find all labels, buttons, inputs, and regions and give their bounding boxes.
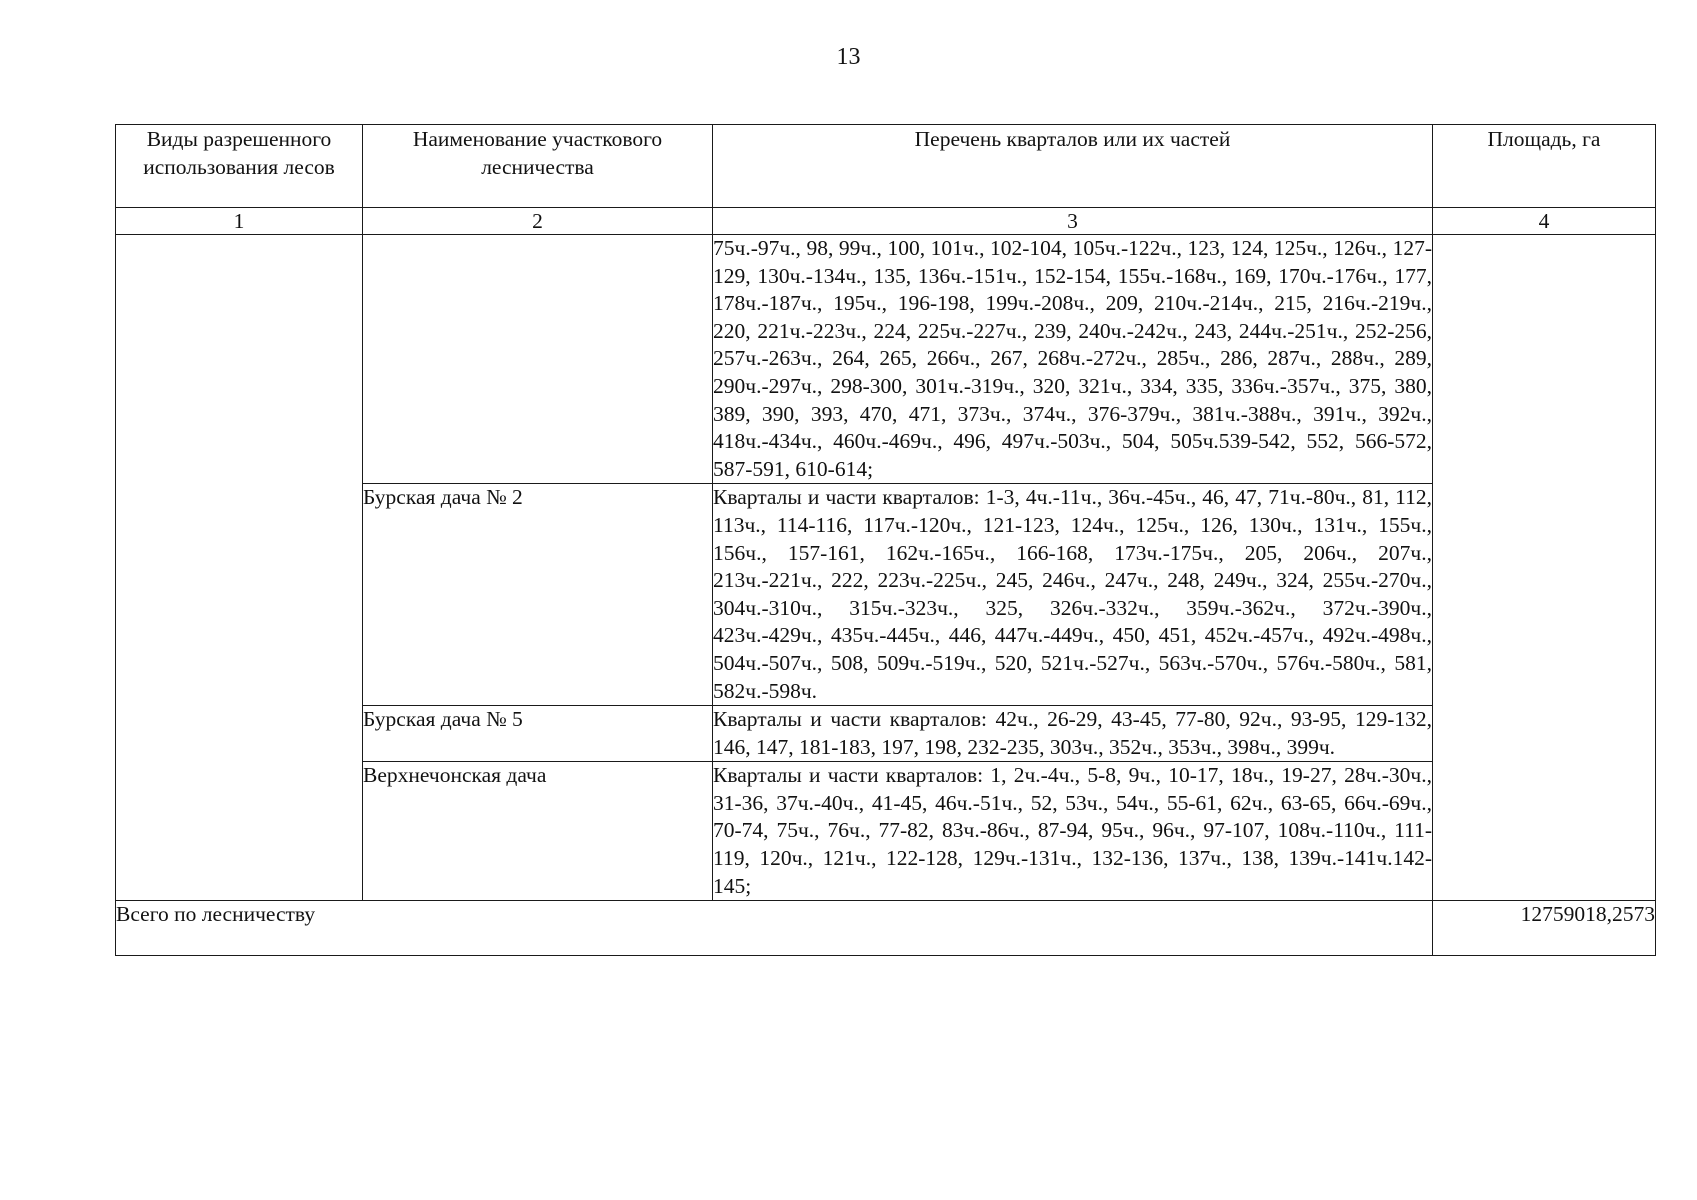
header-area: Площадь, га bbox=[1433, 125, 1656, 208]
area-cell bbox=[1433, 235, 1656, 901]
header-land-use-type: Виды разрешенного использования лесов bbox=[116, 125, 363, 208]
quarters-list-cell: Кварталы и части кварталов: 1-3, 4ч.-11ч., 36ч.-45ч., 46, 47, 71ч.-80ч., 81, 112, 113ч., 114-116, 117ч.-120ч., 121-123, 124ч., 125ч., 126, 130ч., 131ч., 155ч., 156ч., 157-161, 162ч.-165ч., 166-168, 173ч.-175ч., 205, 206ч., 207ч., 213ч.-221ч., 222, 223ч.-225ч., 245, 246ч., 247ч., 248, 249ч., 324, 255ч.-270ч., 304ч.-310ч., 315ч.-323ч., 325, 326ч.-332ч., 359ч.-362ч., 372ч.-390ч., 423ч.-429ч., 435ч.-445ч., 446, 447ч.-449ч., 450, 451, 452ч.-457ч., 492ч.-498ч., 504ч.-507ч., 508, 509ч.-519ч., 520, 521ч.-527ч., 563ч.-570ч., 576ч.-580ч., 581, 582ч.-598ч. bbox=[713, 484, 1433, 706]
quarters-list-cell: 75ч.-97ч., 98, 99ч., 100, 101ч., 102-104, 105ч.-122ч., 123, 124, 125ч., 126ч., 127-129, 130ч.-134ч., 135, 136ч.-151ч., 152-154, 155ч.-168ч., 169, 170ч.-176ч., 177, 178ч.-187ч., 195ч., 196-198, 199ч.-208ч., 209, 210ч.-214ч., 215, 216ч.-219ч., 220, 221ч.-223ч., 224, 225ч.-227ч., 239, 240ч.-242ч., 243, 244ч.-251ч., 252-256, 257ч.-263ч., 264, 265, 266ч., 267, 268ч.-272ч., 285ч., 286, 287ч., 288ч., 289, 290ч.-297ч., 298-300, 301ч.-319ч., 320, 321ч., 334, 335, 336ч.-357ч., 375, 380, 389, 390, 393, 470, 471, 373ч., 374ч., 376-379ч., 381ч.-388ч., 391ч., 392ч., 418ч.-434ч., 460ч.-469ч., 496, 497ч.-503ч., 504, 505ч.539-542, 552, 566-572, 587-591, 610-614; bbox=[713, 235, 1433, 484]
forest-quarters-table bbox=[115, 124, 1656, 956]
column-number-row bbox=[116, 208, 1656, 235]
column-number: 2 bbox=[363, 208, 713, 235]
table-row bbox=[116, 235, 1656, 484]
column-number: 1 bbox=[116, 208, 363, 235]
header-forestry-name: Наименование участкового лесничества bbox=[363, 125, 713, 208]
forestry-name-cell: Верхнечонская дача bbox=[363, 762, 713, 901]
total-area-value: 12759018,2573 bbox=[1433, 901, 1656, 956]
header-quarters-list: Перечень кварталов или их частей bbox=[713, 125, 1433, 208]
forestry-name-cell: Бурская дача № 5 bbox=[363, 706, 713, 762]
total-row bbox=[116, 901, 1656, 956]
page-number: 13 bbox=[836, 44, 861, 70]
land-use-type-cell bbox=[116, 235, 363, 901]
forestry-name-cell: Бурская дача № 2 bbox=[363, 484, 713, 706]
column-number: 3 bbox=[713, 208, 1433, 235]
quarters-list-cell: Кварталы и части кварталов: 1, 2ч.-4ч., 5-8, 9ч., 10-17, 18ч., 19-27, 28ч.-30ч., 31-36, 37ч.-40ч., 41-45, 46ч.-51ч., 52, 53ч., 54ч., 55-61, 62ч., 63-65, 66ч.-69ч., 70-74, 75ч., 76ч., 77-82, 83ч.-86ч., 87-94, 95ч., 96ч., 97-107, 108ч.-110ч., 111-119, 120ч., 121ч., 122-128, 129ч.-131ч., 132-136, 137ч., 138, 139ч.-141ч.142-145; bbox=[713, 762, 1433, 901]
column-number: 4 bbox=[1433, 208, 1656, 235]
total-label: Всего по лесничеству bbox=[116, 901, 1433, 956]
quarters-list-cell: Кварталы и части кварталов: 42ч., 26-29, 43-45, 77-80, 92ч., 93-95, 129-132, 146, 147, 181-183, 197, 198, 232-235, 303ч., 352ч., 353ч., 398ч., 399ч. bbox=[713, 706, 1433, 762]
table-header-row bbox=[116, 125, 1656, 208]
forestry-name-cell bbox=[363, 235, 713, 484]
